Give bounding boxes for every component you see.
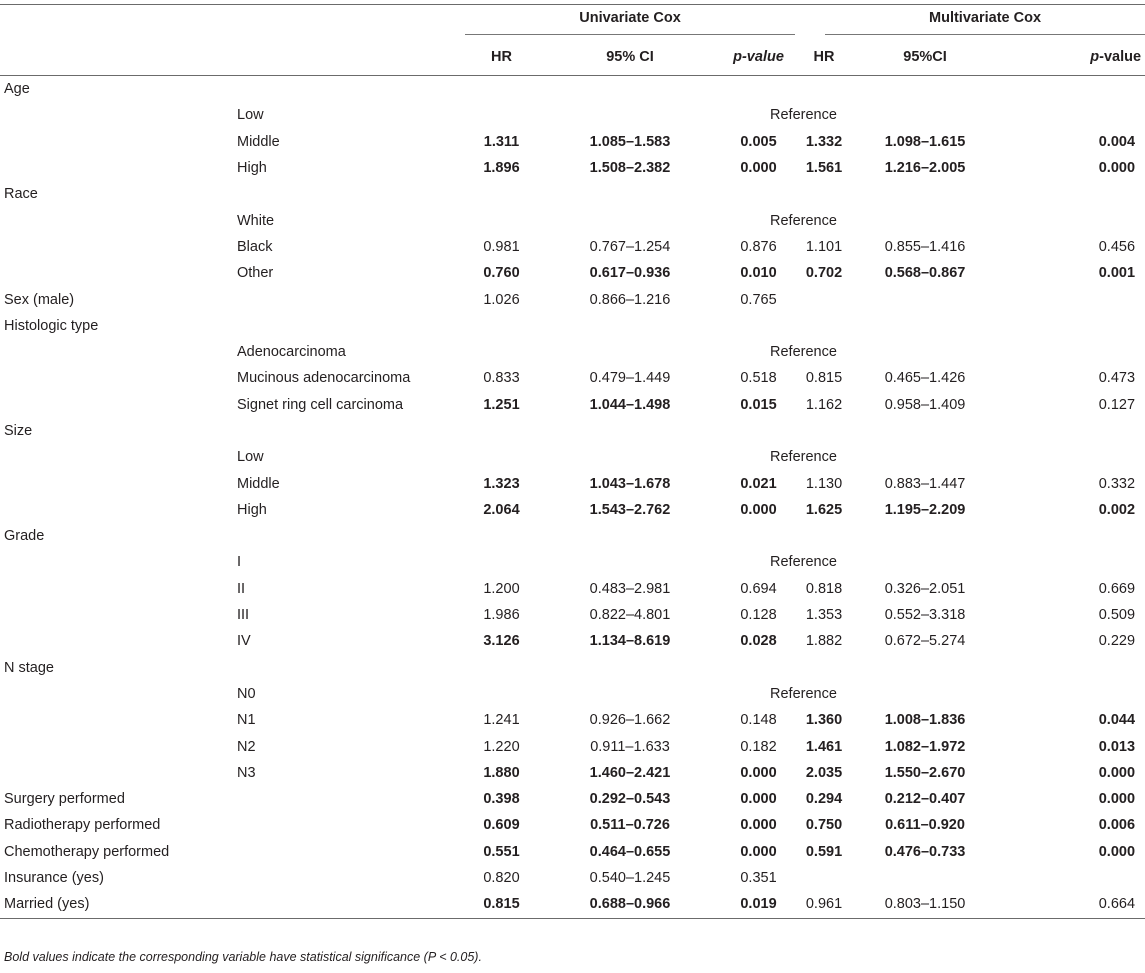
table-row <box>0 655 1145 681</box>
table-row <box>0 207 1145 233</box>
cell-multi-p <box>997 655 1145 681</box>
cell-multi-ci: 1.550–2.670 <box>884 764 966 781</box>
cell-uni-hr: 1.220 <box>483 738 520 755</box>
variable-label: Histologic type <box>4 317 99 334</box>
cell-multi-ci: 0.326–2.051 <box>884 580 966 597</box>
cell-multi-ci: 0.883–1.447 <box>884 475 966 492</box>
cell-multi-ci: 0.552–3.318 <box>884 607 966 624</box>
cell-multi-p: 0.044 <box>1098 712 1136 729</box>
univariate-title: Univariate Cox <box>579 9 681 26</box>
cell-multi-p: 0.006 <box>1098 817 1136 834</box>
cell-multi-hr <box>795 286 853 312</box>
cell-multi-hr: 0.702 <box>805 265 843 282</box>
cell-uni-ci: 1.460–2.421 <box>589 764 671 781</box>
cell-multi-p: 0.473 <box>1098 370 1136 387</box>
cell-multi-ci: 1.098–1.615 <box>884 133 966 150</box>
reference-label: Reference <box>770 554 837 571</box>
variable-label: Size <box>4 423 33 439</box>
table-row <box>0 129 1145 155</box>
cell-multi-hr: 0.591 <box>805 843 843 860</box>
cell-multi-p <box>997 865 1145 891</box>
cell-uni-p <box>722 418 795 444</box>
cell-uni-hr: 1.311 <box>483 133 520 150</box>
cell-uni-p <box>722 523 795 549</box>
cell-uni-hr: 1.896 <box>483 160 520 177</box>
cell-uni-hr: 1.323 <box>483 475 520 492</box>
cell-uni-hr <box>465 655 538 681</box>
col-header-multi-p-suffix: -value <box>1099 49 1142 65</box>
cell-multi-hr <box>795 865 853 891</box>
table-row <box>0 260 1145 286</box>
cell-uni-p: 0.000 <box>740 843 777 860</box>
variable-label: Age <box>4 81 30 98</box>
cell-multi-hr: 0.818 <box>805 580 843 597</box>
cell-uni-p <box>722 313 795 339</box>
cell-uni-p: 0.005 <box>740 133 777 150</box>
cell-uni-ci: 1.085–1.583 <box>589 133 671 150</box>
cell-uni-ci: 0.822–4.801 <box>589 607 671 624</box>
variable-label: Race <box>4 186 38 203</box>
cell-multi-p: 0.332 <box>1098 475 1136 492</box>
cell-multi-hr <box>795 313 853 339</box>
sub-variable-label: Middle <box>237 133 280 150</box>
cell-uni-ci <box>538 181 722 207</box>
cell-multi-ci: 0.672–5.274 <box>884 633 966 650</box>
cell-uni-p: 0.000 <box>740 160 777 177</box>
cell-multi-p <box>997 76 1145 103</box>
cell-uni-p: 0.148 <box>740 712 777 729</box>
cell-uni-ci: 0.483–2.981 <box>589 580 671 597</box>
cell-uni-ci: 0.540–1.245 <box>589 870 671 887</box>
table-row <box>0 286 1145 312</box>
table-row <box>0 181 1145 207</box>
table-row <box>0 444 1145 470</box>
cell-multi-hr: 2.035 <box>805 764 843 781</box>
sub-variable-label: High <box>237 501 267 518</box>
sub-variable-label: Signet ring cell carcinoma <box>237 396 404 413</box>
table-row <box>0 602 1145 628</box>
cell-multi-p: 0.001 <box>1098 265 1136 282</box>
cell-multi-ci <box>853 865 997 891</box>
table-row <box>0 470 1145 496</box>
cell-uni-p: 0.694 <box>740 580 777 597</box>
col-header-multi-hr: HR <box>813 49 835 65</box>
cell-multi-hr: 1.162 <box>805 396 843 413</box>
sub-variable-label: Mucinous adenocarcinoma <box>237 370 411 387</box>
table-row <box>0 392 1145 418</box>
cell-multi-p: 0.127 <box>1098 396 1136 413</box>
variable-label: Surgery performed <box>4 791 125 808</box>
variable-label: Insurance (yes) <box>4 870 104 887</box>
cell-uni-hr: 0.815 <box>483 896 520 913</box>
cell-uni-ci: 0.511–0.726 <box>590 817 670 834</box>
cell-uni-hr <box>465 76 538 103</box>
cell-multi-p <box>997 523 1145 549</box>
col-header-uni-p <box>722 39 795 76</box>
cell-uni-p: 0.518 <box>740 370 777 387</box>
cell-multi-ci <box>853 181 997 207</box>
cell-uni-hr: 0.551 <box>483 843 520 860</box>
table-row <box>0 865 1145 891</box>
variable-label: Grade <box>4 528 45 545</box>
table-row <box>0 365 1145 391</box>
cell-multi-ci: 1.008–1.836 <box>884 712 966 729</box>
cell-multi-ci: 0.568–0.867 <box>884 265 966 282</box>
cell-multi-hr: 1.882 <box>805 633 843 650</box>
cox-regression-table <box>0 5 1145 919</box>
cell-uni-ci <box>538 313 722 339</box>
cell-multi-p: 0.002 <box>1098 501 1136 518</box>
cell-uni-p: 0.019 <box>740 896 777 913</box>
cell-uni-ci: 0.688–0.966 <box>589 896 671 913</box>
cell-uni-p: 0.000 <box>740 791 777 808</box>
cell-uni-hr: 0.398 <box>483 791 520 808</box>
cell-multi-hr: 1.332 <box>805 133 843 150</box>
cell-multi-hr <box>795 523 853 549</box>
cell-uni-ci: 1.543–2.762 <box>589 501 671 518</box>
col-header-uni-ci: 95% CI <box>606 49 654 65</box>
cell-uni-hr: 2.064 <box>483 501 520 518</box>
sub-variable-label: White <box>237 212 275 229</box>
sub-variable-label: IV <box>237 633 251 650</box>
cell-multi-p: 0.004 <box>1098 133 1136 150</box>
reference-label: Reference <box>770 449 837 466</box>
cell-multi-p <box>997 181 1145 207</box>
sub-variable-label: High <box>237 160 267 177</box>
cell-multi-ci: 0.212–0.407 <box>884 791 966 808</box>
sub-variable-label: Low <box>237 449 264 466</box>
table-row <box>0 76 1145 103</box>
cell-uni-hr: 3.126 <box>483 633 520 650</box>
cell-uni-hr: 1.880 <box>483 764 520 781</box>
cell-uni-ci: 0.911–1.633 <box>590 738 670 755</box>
cell-uni-hr <box>465 313 538 339</box>
cell-uni-p <box>722 181 795 207</box>
variable-label: Married (yes) <box>4 896 90 913</box>
cell-multi-p: 0.000 <box>1098 791 1136 808</box>
cell-uni-hr: 1.026 <box>483 291 520 308</box>
cell-uni-ci: 1.043–1.678 <box>589 475 671 492</box>
univariate-group-header <box>465 5 795 39</box>
cell-uni-p: 0.028 <box>740 633 777 650</box>
cell-multi-ci <box>853 76 997 103</box>
cell-multi-hr <box>795 181 853 207</box>
sub-variable-label: II <box>237 580 246 597</box>
cell-multi-ci: 0.465–1.426 <box>884 370 966 387</box>
cell-uni-ci: 0.292–0.543 <box>589 791 671 808</box>
column-header-row <box>0 39 1145 76</box>
table-row <box>0 523 1145 549</box>
col-header-multi-p-italic: p <box>1090 49 1100 65</box>
variable-label: Radiotherapy performed <box>4 817 161 834</box>
table-row <box>0 339 1145 365</box>
cell-multi-hr <box>795 418 853 444</box>
cell-multi-hr: 0.961 <box>805 896 843 913</box>
cell-multi-p: 0.013 <box>1098 738 1136 755</box>
table-row <box>0 733 1145 759</box>
sub-variable-label: N2 <box>237 738 256 755</box>
sub-variable-label: III <box>237 607 250 624</box>
cell-multi-p: 0.000 <box>1098 160 1136 177</box>
cell-uni-hr: 0.833 <box>483 370 520 387</box>
cell-uni-p: 0.010 <box>740 265 777 282</box>
sub-variable-label: I <box>237 554 242 571</box>
cell-multi-hr: 1.461 <box>805 738 843 755</box>
cell-uni-hr: 0.609 <box>483 817 520 834</box>
cell-multi-hr: 1.353 <box>805 607 843 624</box>
cell-multi-hr: 1.101 <box>805 238 843 255</box>
cell-multi-hr: 1.130 <box>805 475 843 492</box>
cell-multi-hr <box>795 655 853 681</box>
cell-multi-hr <box>795 76 853 103</box>
table-row <box>0 891 1145 918</box>
sub-variable-label: Adenocarcinoma <box>237 344 346 361</box>
table-row <box>0 418 1145 444</box>
cell-multi-p <box>997 313 1145 339</box>
cell-uni-p <box>722 655 795 681</box>
cell-uni-hr: 0.981 <box>483 238 520 255</box>
cell-uni-hr: 1.241 <box>483 712 520 729</box>
table-row <box>0 628 1145 654</box>
sub-variable-label: N3 <box>237 764 256 781</box>
cell-uni-p: 0.000 <box>740 764 777 781</box>
sub-variable-label: Middle <box>237 475 280 492</box>
table-row <box>0 839 1145 865</box>
cell-uni-hr <box>465 523 538 549</box>
cell-multi-ci: 0.803–1.150 <box>884 896 966 913</box>
table-row <box>0 234 1145 260</box>
cell-multi-ci: 1.195–2.209 <box>884 501 966 518</box>
cell-multi-p: 0.509 <box>1098 607 1136 624</box>
table-row <box>0 707 1145 733</box>
table-row <box>0 313 1145 339</box>
cell-uni-ci: 1.044–1.498 <box>589 396 671 413</box>
cell-multi-ci: 0.958–1.409 <box>884 396 966 413</box>
table-row <box>0 155 1145 181</box>
cell-uni-p: 0.182 <box>740 738 777 755</box>
cell-uni-ci: 1.508–2.382 <box>589 160 671 177</box>
cell-multi-hr: 1.625 <box>805 501 843 518</box>
cell-uni-p <box>722 76 795 103</box>
cell-multi-hr: 1.360 <box>805 712 843 729</box>
multivariate-group-header <box>795 5 1145 39</box>
col-header-uni-p-text: p-value <box>733 49 784 65</box>
sub-variable-label: Other <box>237 265 274 282</box>
cell-uni-p: 0.351 <box>740 870 777 887</box>
cell-multi-p: 0.664 <box>1098 896 1136 913</box>
cell-multi-ci: 0.855–1.416 <box>884 238 966 255</box>
cell-uni-hr <box>465 418 538 444</box>
cell-multi-ci <box>853 523 997 549</box>
multivariate-title: Multivariate Cox <box>929 9 1042 26</box>
reference-label: Reference <box>770 344 837 361</box>
cell-multi-p <box>997 418 1145 444</box>
cell-uni-p: 0.765 <box>740 291 777 308</box>
cell-uni-p: 0.876 <box>740 238 777 255</box>
cell-uni-p: 0.015 <box>740 396 777 413</box>
col-header-multi-p <box>997 39 1145 76</box>
sub-variable-label: N1 <box>237 712 256 729</box>
col-header-multi-ci: 95%CI <box>903 49 947 65</box>
reference-label: Reference <box>770 212 837 229</box>
cell-uni-ci <box>538 76 722 103</box>
table-row <box>0 760 1145 786</box>
cell-multi-ci: 0.476–0.733 <box>884 843 966 860</box>
cell-multi-ci: 1.082–1.972 <box>884 738 966 755</box>
cell-uni-hr: 1.200 <box>483 580 520 597</box>
cell-uni-p: 0.000 <box>740 817 777 834</box>
cell-multi-hr: 0.294 <box>805 791 843 808</box>
cell-uni-hr: 0.820 <box>483 870 520 887</box>
table-row <box>0 576 1145 602</box>
cell-multi-hr: 0.750 <box>805 817 843 834</box>
table-row <box>0 812 1145 838</box>
variable-label: Sex (male) <box>4 291 75 308</box>
sub-variable-label: N0 <box>237 685 256 702</box>
footnote: Bold values indicate the corresponding variable have statistical significance (P < 0.05). <box>4 950 482 964</box>
cell-multi-p: 0.669 <box>1098 580 1136 597</box>
cell-uni-hr <box>465 181 538 207</box>
table-row <box>0 497 1145 523</box>
cell-uni-ci: 0.617–0.936 <box>589 265 671 282</box>
cell-uni-ci: 0.479–1.449 <box>589 370 671 387</box>
cell-uni-hr: 1.251 <box>483 396 520 413</box>
table-body <box>0 76 1145 919</box>
sub-variable-label: Low <box>237 107 264 124</box>
table-row <box>0 786 1145 812</box>
cell-multi-ci <box>853 418 997 444</box>
cell-multi-p <box>997 286 1145 312</box>
cell-uni-ci: 0.464–0.655 <box>589 843 671 860</box>
cell-multi-ci <box>853 313 997 339</box>
cell-multi-p: 0.000 <box>1098 843 1136 860</box>
group-header-row <box>0 5 1145 39</box>
cell-uni-ci <box>538 418 722 444</box>
cell-multi-ci <box>853 655 997 681</box>
cell-uni-ci <box>538 523 722 549</box>
cell-uni-p: 0.000 <box>740 501 777 518</box>
cell-uni-ci <box>538 655 722 681</box>
cell-uni-ci: 0.767–1.254 <box>589 238 671 255</box>
cell-uni-hr: 1.986 <box>483 607 520 624</box>
table-row <box>0 102 1145 128</box>
reference-label: Reference <box>770 685 837 702</box>
cell-uni-p: 0.021 <box>740 475 777 492</box>
cell-uni-ci: 1.134–8.619 <box>589 633 671 650</box>
cell-uni-p: 0.128 <box>740 607 777 624</box>
sub-variable-label: Black <box>237 238 273 255</box>
cell-multi-p: 0.229 <box>1098 633 1136 650</box>
cell-uni-ci: 0.866–1.216 <box>589 291 671 308</box>
cell-multi-ci: 0.611–0.920 <box>885 817 965 834</box>
cell-uni-hr: 0.760 <box>483 265 520 282</box>
cell-multi-p: 0.000 <box>1098 764 1136 781</box>
table-row <box>0 681 1145 707</box>
reference-label: Reference <box>770 107 837 124</box>
cell-multi-ci: 1.216–2.005 <box>884 160 966 177</box>
table-row <box>0 549 1145 575</box>
cell-multi-hr: 1.561 <box>805 160 843 177</box>
col-header-uni-hr: HR <box>491 49 512 65</box>
cell-multi-p: 0.456 <box>1098 238 1136 255</box>
variable-label: Chemotherapy performed <box>4 843 170 860</box>
cell-multi-hr: 0.815 <box>805 370 843 387</box>
cell-multi-ci <box>853 286 997 312</box>
variable-label: N stage <box>4 659 54 676</box>
cell-uni-ci: 0.926–1.662 <box>589 712 671 729</box>
